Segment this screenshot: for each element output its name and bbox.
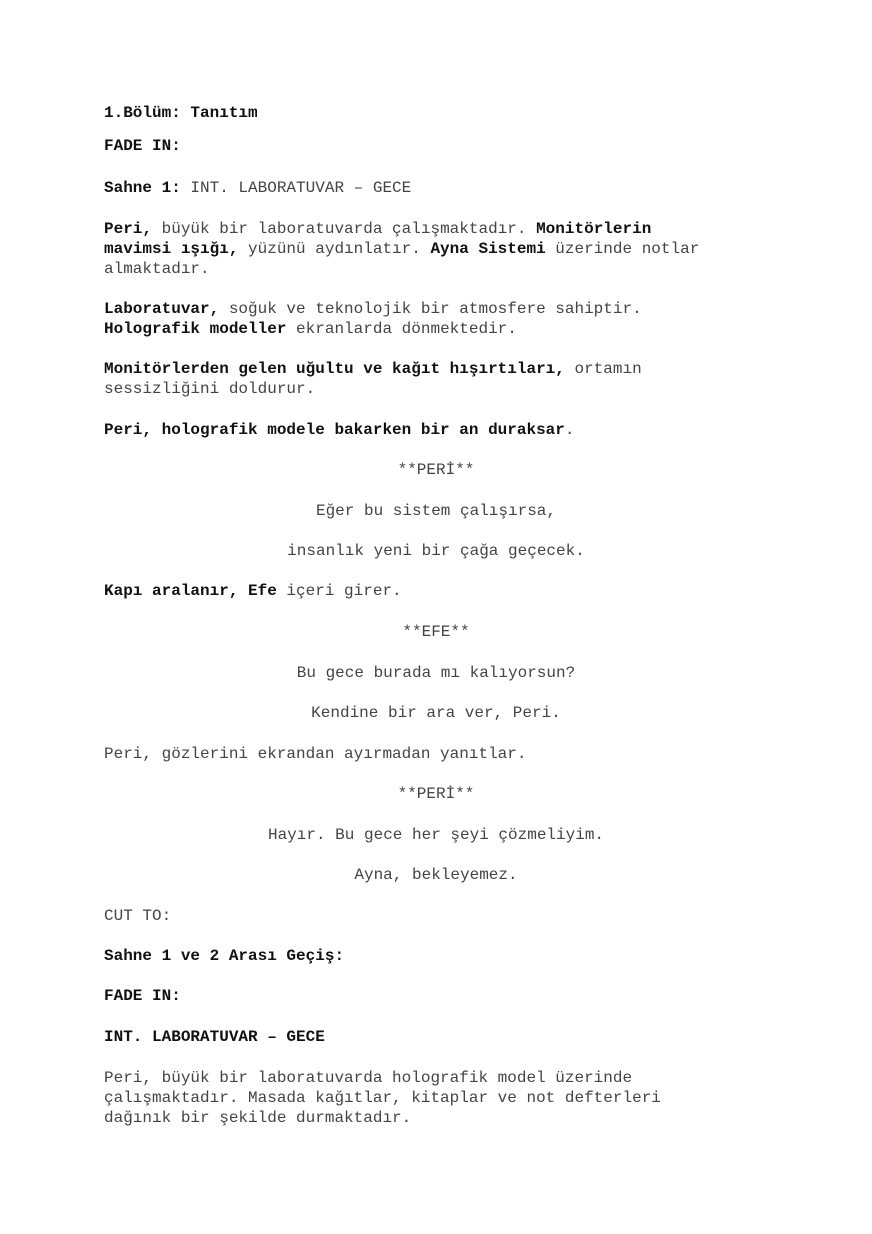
character-name: **EFE** bbox=[402, 623, 470, 641]
action-paragraph bbox=[104, 581, 402, 601]
text-line bbox=[104, 219, 651, 239]
text-line bbox=[104, 299, 642, 319]
text-line: INT. LABORATUVAR – GECE bbox=[180, 179, 412, 197]
bold-text: Sahne 1 ve 2 Arası Geçiş: bbox=[104, 947, 345, 965]
text-line bbox=[104, 239, 699, 259]
text-line: çalışmaktadır. Masada kağıtlar, kitaplar ve not defterleri bbox=[104, 1089, 661, 1107]
bold-text: Sahne 1: bbox=[104, 179, 181, 197]
bold-text: Monitörlerden gelen uğultu ve kağıt hışırtıları, bbox=[104, 360, 565, 378]
bold-text: Peri, bbox=[104, 220, 153, 238]
bold-text: Holografik modeller bbox=[104, 320, 287, 338]
scene-heading bbox=[104, 1027, 325, 1047]
chapter-title bbox=[104, 103, 258, 123]
dialogue-line: Eğer bu sistem çalışırsa, bbox=[315, 502, 557, 520]
bold-text: INT. LABORATUVAR – GECE bbox=[104, 1028, 325, 1046]
text-line: almaktadır. bbox=[104, 260, 210, 278]
text-line: üzerinde notlar bbox=[545, 240, 700, 258]
fade-in-transition bbox=[104, 986, 181, 1006]
dialogue-line: insanlık yeni bir çağa geçecek. bbox=[287, 542, 585, 560]
cut-to-transition: CUT TO: bbox=[104, 907, 172, 925]
transition-title bbox=[104, 946, 344, 966]
dialogue-line: Ayna, bekleyemez. bbox=[354, 866, 518, 884]
bold-text: FADE IN: bbox=[104, 987, 181, 1005]
text-line: ortamın bbox=[564, 360, 642, 378]
bold-text: Ayna Sistemi bbox=[430, 240, 546, 258]
action-paragraph: Peri, gözlerini ekrandan ayırmadan yanıtlar. bbox=[104, 745, 527, 763]
text-line bbox=[104, 319, 517, 339]
text-line: büyük bir laboratuvarda çalışmaktadır. bbox=[152, 220, 537, 238]
text-line: ekranlarda dönmektedir. bbox=[286, 320, 517, 338]
fade-in-transition bbox=[104, 136, 181, 156]
text-line: içeri girer. bbox=[276, 582, 402, 600]
text-line bbox=[104, 359, 642, 379]
bold-text: Kapı aralanır, Efe bbox=[104, 582, 277, 600]
bold-text: FADE IN: bbox=[104, 137, 181, 155]
text-line: . bbox=[564, 421, 575, 439]
text-line: soğuk ve teknolojik bir atmosfere sahiptir. bbox=[219, 300, 642, 318]
bold-text: Laboratuvar, bbox=[104, 300, 220, 318]
text-line: yüzünü aydınlatır. bbox=[238, 240, 431, 258]
bold-text: Peri, holografik modele bakarken bir an duraksar bbox=[104, 421, 565, 439]
text-line: dağınık bir şekilde durmaktadır. bbox=[104, 1109, 412, 1127]
character-name: **PERİ** bbox=[397, 785, 475, 803]
dialogue-line: Bu gece burada mı kalıyorsun? bbox=[296, 664, 576, 682]
text-line: Peri, büyük bir laboratuvarda holografik model üzerinde bbox=[104, 1069, 633, 1087]
scene-heading bbox=[104, 178, 411, 198]
bold-text: Monitörlerin bbox=[536, 220, 652, 238]
dialogue-line: Kendine bir ara ver, Peri. bbox=[311, 704, 561, 722]
action-paragraph bbox=[104, 420, 574, 440]
dialogue-line: Hayır. Bu gece her şeyi çözmeliyim. bbox=[267, 826, 605, 844]
bold-text: mavimsi ışığı, bbox=[104, 240, 239, 258]
text-line: sessizliğini doldurur. bbox=[104, 380, 316, 398]
bold-text: 1.Bölüm: Tanıtım bbox=[104, 104, 258, 122]
character-name: **PERİ** bbox=[397, 461, 475, 479]
